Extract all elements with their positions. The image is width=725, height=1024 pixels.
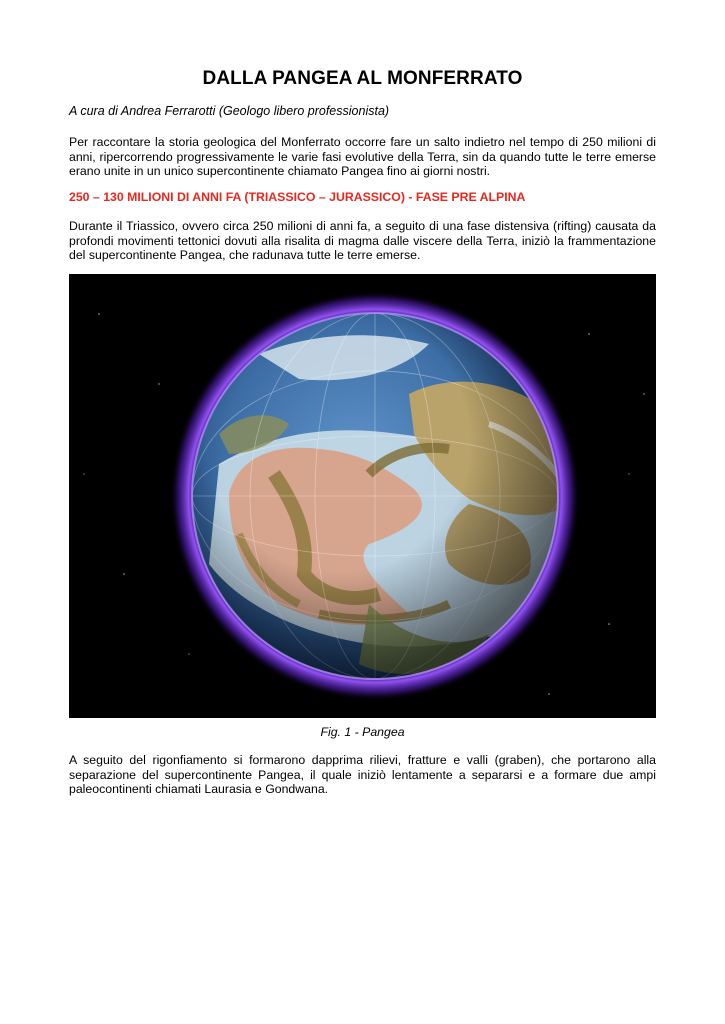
section-heading: 250 – 130 MILIONI DI ANNI FA (TRIASSICO – JURASSICO) - FASE PRE ALPINA bbox=[69, 190, 526, 204]
figure-caption: Fig. 1 - Pangea bbox=[320, 725, 405, 739]
pangea-globe-image bbox=[69, 274, 656, 718]
rifting-paragraph: A seguito del rigonfiamento si formarono dapprima rilievi, fratture e valli (graben), che portarono alla separazione del supercontinente Pangea, il quale iniziò lentamente a separarsi e a formare due ampi paleocontinenti chiamati Laurasia e Gondwana. bbox=[69, 753, 656, 796]
triassic-paragraph: Durante il Triassico, ovvero circa 250 milioni di anni fa, a seguito di una fase distensiva (rifting) causata da profondi movimenti tettonici dovuti alla risalita di magma dalle viscere della Terra, iniziò la frammentazione del supercontinente Pangea, che radunava tutte le terre emerse. bbox=[69, 219, 656, 262]
author-line: A cura di Andrea Ferrarotti (Geologo libero professionista) bbox=[69, 104, 390, 118]
intro-paragraph: Per raccontare la storia geologica del Monferrato occorre fare un salto indietro nel tempo di 250 milioni di anni, ripercorrendo progressivamente le varie fasi evolutive della Terra, sin da quando tutte le terre emerse erano unite in un unico supercontinente chiamato Pangea fino ai giorni nostri. bbox=[69, 135, 656, 178]
document-title: DALLA PANGEA AL MONFERRATO bbox=[202, 68, 523, 89]
pangea-figure bbox=[69, 274, 656, 718]
